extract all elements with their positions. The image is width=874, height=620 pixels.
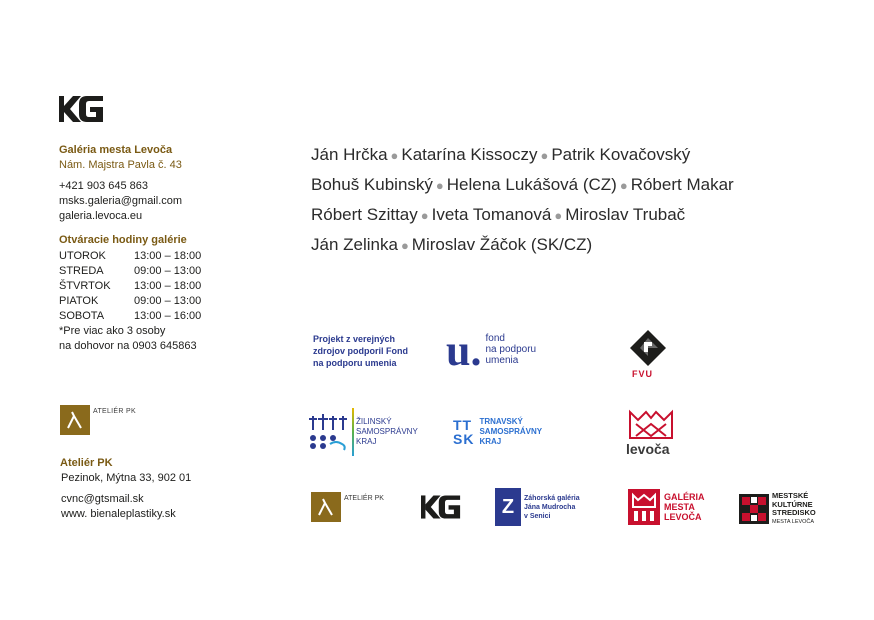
- zsk-line: KRAJ: [356, 437, 377, 446]
- atelier-pk-logo-small: [311, 492, 384, 522]
- gallery-phone: +421 903 645 863: [59, 180, 149, 192]
- gml-line: MESTA: [664, 502, 695, 512]
- gallery-address: Nám. Majstra Pavla č. 43: [59, 159, 182, 171]
- hours-day: SOBOTA: [59, 310, 105, 322]
- ttsk-mark-bottom: SK: [453, 431, 475, 447]
- atelier-lambda-icon: [311, 492, 341, 522]
- zgjm-mark: Z: [495, 488, 521, 526]
- fpu-line: umenia: [485, 355, 519, 366]
- hours-time: 13:00 – 18:00: [134, 250, 202, 262]
- atelier-logo-text: ATELIÉR PK: [344, 495, 384, 502]
- hours-day: PIATOK: [59, 295, 99, 307]
- ttsk-line: SAMOSPRÁVNY: [479, 427, 543, 436]
- hours-time: 09:00 – 13:00: [134, 265, 202, 277]
- kg-logo-small-icon: [421, 495, 461, 519]
- zsk-divider: [352, 408, 354, 456]
- note-line: *Pre viac ako 3 osoby: [59, 325, 166, 337]
- funding-line: na podporu umenia: [313, 358, 397, 368]
- atelier-pk-logo: [60, 405, 136, 435]
- hours-row: [59, 309, 201, 324]
- gallery-name: Galéria mesta Levoča: [59, 144, 173, 156]
- ttsk-line: TRNAVSKÝ: [479, 417, 523, 426]
- bullet-icon: ●: [390, 148, 399, 163]
- artist-name: Iveta Tomanová: [431, 205, 552, 224]
- mks-line: MESTSKÉ: [772, 491, 809, 500]
- funding-line: Projekt z verejných: [313, 334, 396, 344]
- mks-levoca-logo: [739, 492, 816, 526]
- artists-line: [311, 230, 734, 260]
- zahorska-galeria-logo: [495, 488, 580, 526]
- hours-day: ŠTVRTOK: [59, 280, 111, 292]
- bullet-icon: ●: [400, 238, 409, 253]
- fpu-mark: u.: [446, 326, 482, 375]
- artist-name: Helena Lukášová (CZ): [446, 175, 617, 194]
- bullet-icon: ●: [420, 208, 429, 223]
- gml-text: [664, 492, 705, 522]
- mks-line: MESTA LEVOČA: [772, 518, 815, 525]
- zsk-emblem-icon: [308, 410, 348, 454]
- ttsk-mark-top: TT: [453, 417, 473, 433]
- levoca-text: levoča: [626, 441, 670, 457]
- fpu-line: na podporu: [485, 344, 537, 355]
- mks-line: KULTÚRNE: [772, 499, 813, 509]
- artist-name: Miroslav Žáčok (SK/CZ): [411, 235, 593, 254]
- group-note: [59, 324, 197, 354]
- artist-name: Róbert Makar: [630, 175, 734, 194]
- artist-name: Miroslav Trubač: [565, 205, 686, 224]
- atelier-email[interactable]: cvnc@gtsmail.sk: [61, 493, 144, 505]
- funding-line: zdrojov podporil Fond: [313, 346, 408, 356]
- bullet-icon: ●: [435, 178, 444, 193]
- gml-line: GALÉRIA: [664, 492, 705, 502]
- hours-row: [59, 279, 201, 294]
- hours-row: [59, 264, 201, 279]
- trnavsky-kraj-logo: [453, 417, 542, 447]
- bullet-icon: ●: [554, 208, 563, 223]
- fpu-logo: [446, 326, 537, 375]
- bullet-icon: ●: [619, 178, 628, 193]
- artist-name: Katarína Kissoczy: [401, 145, 538, 164]
- opening-hours: [59, 249, 201, 324]
- fpu-line: fond: [485, 333, 505, 344]
- artist-name: Ján Zelinka: [311, 235, 398, 254]
- atelier-lambda-icon: [60, 405, 90, 435]
- gallery-web[interactable]: galeria.levoca.eu: [59, 210, 143, 222]
- artists-list: [311, 140, 734, 260]
- artists-line: [311, 170, 734, 200]
- mks-line: STREDISKO: [772, 508, 816, 517]
- artists-line: [311, 200, 734, 230]
- zgjm-line: v Senici: [524, 512, 551, 520]
- hours-time: 09:00 – 13:00: [134, 295, 202, 307]
- artists-line: [311, 140, 734, 170]
- artist-name: Patrik Kovačovský: [551, 145, 691, 164]
- zilinsky-kraj-logo: [308, 408, 418, 456]
- artist-name: Ján Hrčka: [311, 145, 388, 164]
- hours-row: [59, 294, 201, 309]
- gallery-email[interactable]: msks.galeria@gmail.com: [59, 195, 183, 207]
- gml-line: LEVOČA: [664, 512, 702, 522]
- atelier-name: Ateliér PK: [60, 457, 113, 469]
- atelier-address: Pezinok, Mýtna 33, 902 01: [61, 472, 192, 484]
- hours-row: [59, 249, 201, 264]
- zgjm-text: [524, 494, 580, 521]
- artist-name: Bohuš Kubinský: [311, 175, 433, 194]
- kg-logo-icon: [59, 96, 104, 122]
- zgjm-line: Jána Mudrocha: [524, 503, 576, 511]
- zsk-line: ŽILINSKÝ: [356, 417, 392, 426]
- atelier-web[interactable]: www. bienaleplastiky.sk: [61, 508, 176, 520]
- hours-time: 13:00 – 16:00: [134, 310, 202, 322]
- atelier-logo-text: ATELIÉR PK: [93, 408, 136, 415]
- zgjm-line: Záhorská galéria: [524, 494, 580, 502]
- hours-day: STREDA: [59, 265, 104, 277]
- ttsk-line: KRAJ: [479, 437, 502, 446]
- bullet-icon: ●: [540, 148, 549, 163]
- artist-name: Róbert Szittay: [311, 205, 418, 224]
- fpu-text: [485, 333, 536, 366]
- hours-day: UTOROK: [59, 250, 106, 262]
- funding-statement: [313, 333, 408, 369]
- ttsk-text: [479, 417, 542, 447]
- mks-emblem-icon: [739, 494, 769, 524]
- note-line: na dohovor na 0903 645863: [59, 340, 197, 352]
- zsk-text: [356, 417, 418, 447]
- zsk-line: SAMOSPRÁVNY: [356, 427, 418, 436]
- gml-emblem-icon: [628, 489, 660, 525]
- ttsk-mark: [453, 418, 474, 446]
- hours-title: Otváracie hodiny galérie: [59, 234, 187, 246]
- hours-time: 13:00 – 18:00: [134, 280, 202, 292]
- mks-text: [772, 492, 816, 526]
- fvu-text: FVU: [632, 369, 653, 379]
- galeria-mesta-levoca-logo: [628, 489, 705, 525]
